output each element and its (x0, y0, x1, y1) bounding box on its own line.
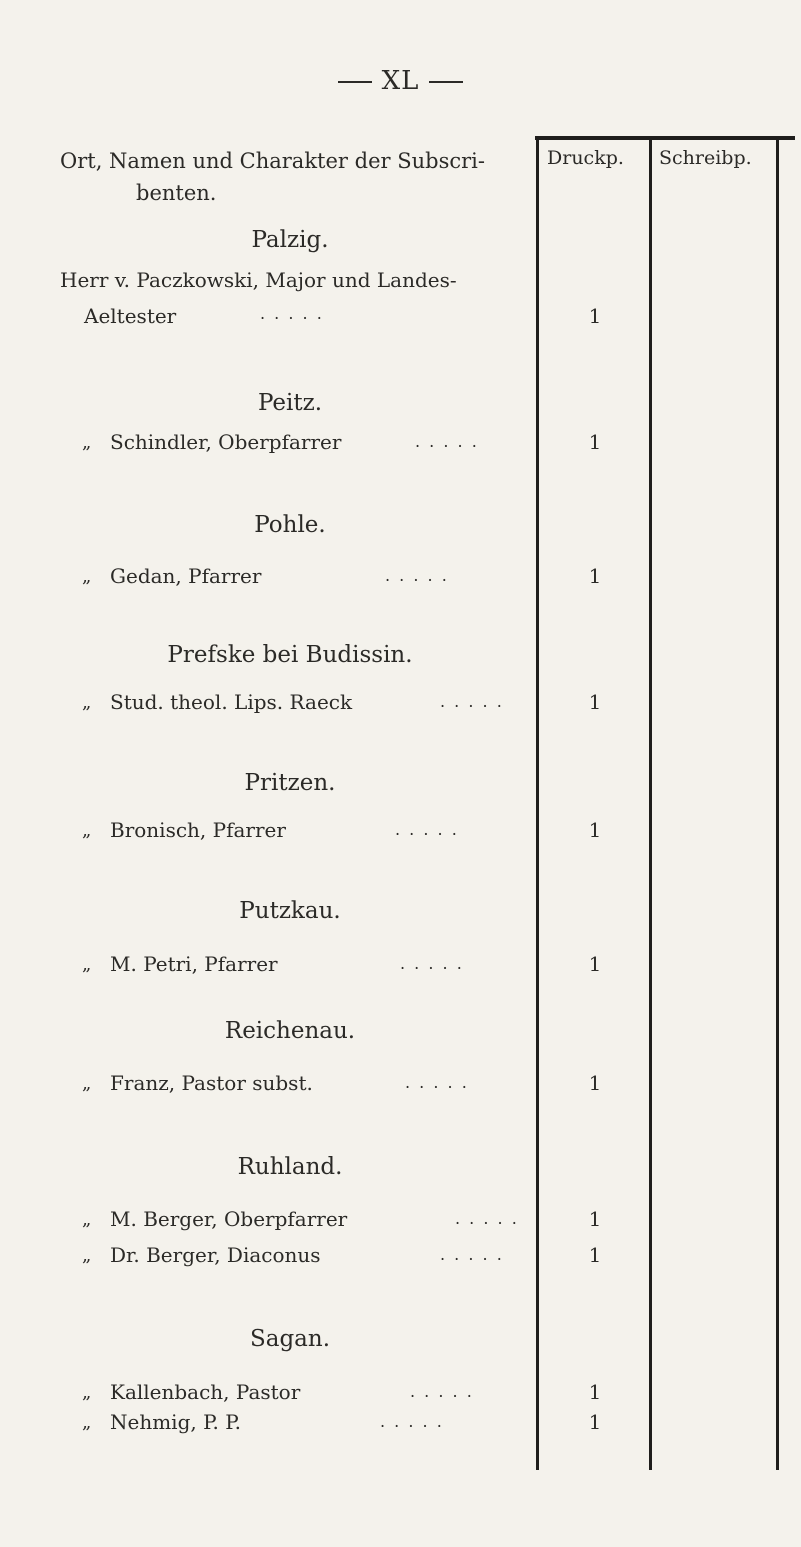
dot-leader: . . . . . (400, 954, 464, 973)
ditto-mark: „ (82, 954, 92, 975)
dot-leader: . . . . . (385, 566, 449, 585)
column-rule-left (536, 140, 539, 1470)
subscriber-entry: M. Berger, Oberpfarrer (110, 1207, 348, 1231)
dot-leader: . . . . . (440, 692, 504, 711)
place-heading: Pohle. (254, 512, 326, 538)
subscriber-entry: Bronisch, Pfarrer (110, 818, 286, 842)
place-heading: Putzkau. (239, 898, 341, 924)
place-heading: Pritzen. (244, 770, 336, 796)
druckp-count: 1 (588, 564, 602, 588)
druckp-count: 1 (588, 1243, 602, 1267)
dot-leader: . . . . . (415, 432, 479, 451)
column-header-rule (535, 136, 795, 140)
druckp-count: 1 (588, 952, 602, 976)
column-rule-middle (649, 140, 652, 1470)
dot-leader: . . . . . (395, 820, 459, 839)
subscriber-entry: Herr v. Paczkowski, Major und Landes- (60, 268, 457, 292)
ditto-mark: „ (82, 1245, 92, 1266)
column-header-schreibp: Schreibp. (659, 147, 752, 169)
druckp-count: 1 (588, 690, 602, 714)
subscriber-entry-cont: Aeltester (84, 304, 177, 328)
ditto-mark: „ (82, 566, 92, 587)
header-line-2: benten. (136, 181, 217, 205)
druckp-count: 1 (588, 1071, 602, 1095)
subscriber-entry: Nehmig, P. P. (110, 1410, 241, 1434)
place-heading: Peitz. (257, 390, 323, 416)
druckp-count: 1 (588, 1207, 602, 1231)
column-header-subscribers (60, 145, 530, 209)
place-heading: Sagan. (249, 1326, 331, 1352)
ditto-mark: „ (82, 692, 92, 713)
dot-leader: . . . . . (455, 1209, 519, 1228)
ditto-mark: „ (82, 1382, 92, 1403)
ditto-mark: „ (82, 1412, 92, 1433)
dot-leader: . . . . . (410, 1382, 474, 1401)
column-header-druckp: Druckp. (547, 147, 624, 169)
place-heading: Palzig. (251, 227, 329, 253)
subscriber-entry: Dr. Berger, Diaconus (110, 1243, 321, 1267)
ditto-mark: „ (82, 1209, 92, 1230)
dot-leader: . . . . . (405, 1073, 469, 1092)
druckp-count: 1 (588, 1380, 602, 1404)
page-number: XL (0, 66, 801, 96)
subscriber-entry: Franz, Pastor subst. (110, 1071, 313, 1095)
place-heading: Reichenau. (224, 1018, 356, 1044)
subscriber-entry: Kallenbach, Pastor (110, 1380, 301, 1404)
druckp-count: 1 (588, 818, 602, 842)
header-line-1: Ort, Namen und Charakter der Subscri- (60, 149, 485, 173)
ditto-mark: „ (82, 820, 92, 841)
subscriber-entry: Stud. theol. Lips. Raeck (110, 690, 353, 714)
place-heading: Ruhland. (237, 1154, 343, 1180)
dot-leader: . . . . . (440, 1245, 504, 1264)
druckp-count: 1 (588, 304, 602, 328)
ditto-mark: „ (82, 1073, 92, 1094)
druckp-count: 1 (588, 1410, 602, 1434)
subscriber-entry: Gedan, Pfarrer (110, 564, 262, 588)
dot-leader: . . . . . (260, 304, 324, 323)
column-rule-right (776, 140, 779, 1470)
subscriber-entry: Schindler, Oberpfarrer (110, 430, 342, 454)
druckp-count: 1 (588, 430, 602, 454)
ditto-mark: „ (82, 432, 92, 453)
subscriber-entry: M. Petri, Pfarrer (110, 952, 278, 976)
place-heading: Prefske bei Budissin. (167, 642, 413, 668)
dot-leader: . . . . . (380, 1412, 444, 1431)
